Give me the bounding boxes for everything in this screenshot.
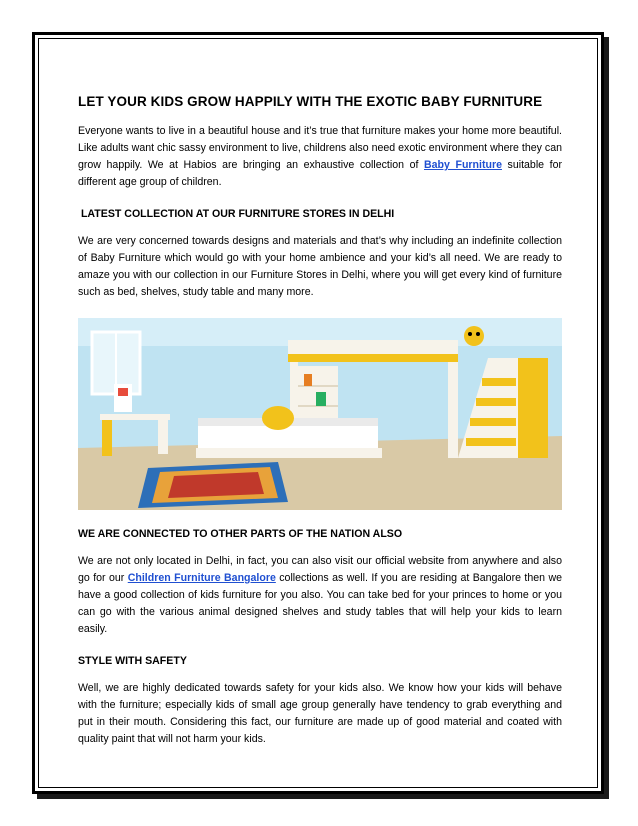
nation-paragraph bbox=[78, 553, 562, 638]
latest-collection-heading: LATEST COLLECTION AT OUR FURNITURE STORES IN DELHI bbox=[78, 208, 395, 220]
document-body bbox=[78, 94, 562, 765]
intro-paragraph bbox=[78, 123, 562, 191]
nation-text-end: collections as well. If you are residing at Bangalore then we have a good collection of kids furniture for you also. You can take bed for your princes to home or you can go with the various animal designed shelves and study tables that will help your kids to learn easily. bbox=[78, 572, 562, 635]
latest-collection-paragraph: We are very concerned towards designs and materials and that’s why including an indefinite collection of Baby Furniture which would go with your home ambience and your kid’s all need. We are ready to amaze you with our collection in our Furniture Stores in Delhi, where you will get every kind of furniture such as bed, shelves, study table and many more. bbox=[78, 235, 562, 298]
safety-paragraph: Well, we are highly dedicated towards safety for your kids also. We know how your kids will behave with the furniture; especially kids of small age group generally have tendency to grab everything and put in their mouth. Considering this fact, our furniture are made up of good material and coated with quality paint that will not harm your kids. bbox=[78, 682, 562, 745]
baby-furniture-link[interactable]: Baby Furniture bbox=[423, 159, 502, 171]
children-furniture-bangalore-link[interactable]: Children Furniture Bangalore bbox=[127, 572, 276, 584]
intro-text-end: suitable for different age group of children. bbox=[78, 159, 563, 188]
kids-bedroom-photo bbox=[78, 318, 562, 510]
nation-heading: WE ARE CONNECTED TO OTHER PARTS OF THE NATION ALSO bbox=[78, 528, 403, 540]
main-heading: LET YOUR KIDS GROW HAPPILY WITH THE EXOTIC BABY FURNITURE bbox=[78, 94, 543, 109]
safety-heading: STYLE WITH SAFETY bbox=[78, 655, 187, 667]
intro-text-start: Everyone wants to live in a beautiful house and it’s true that furniture makes your home more beautiful. Like adults want chic sassy environment to live, childrens also need exotic environment where they can grow happily. We at Habios are bringing an exhaustive collection of bbox=[78, 125, 562, 171]
nation-text-start: We are not only located in Delhi, in fact, you can also visit our official website from anywhere and also go for our bbox=[78, 555, 562, 584]
